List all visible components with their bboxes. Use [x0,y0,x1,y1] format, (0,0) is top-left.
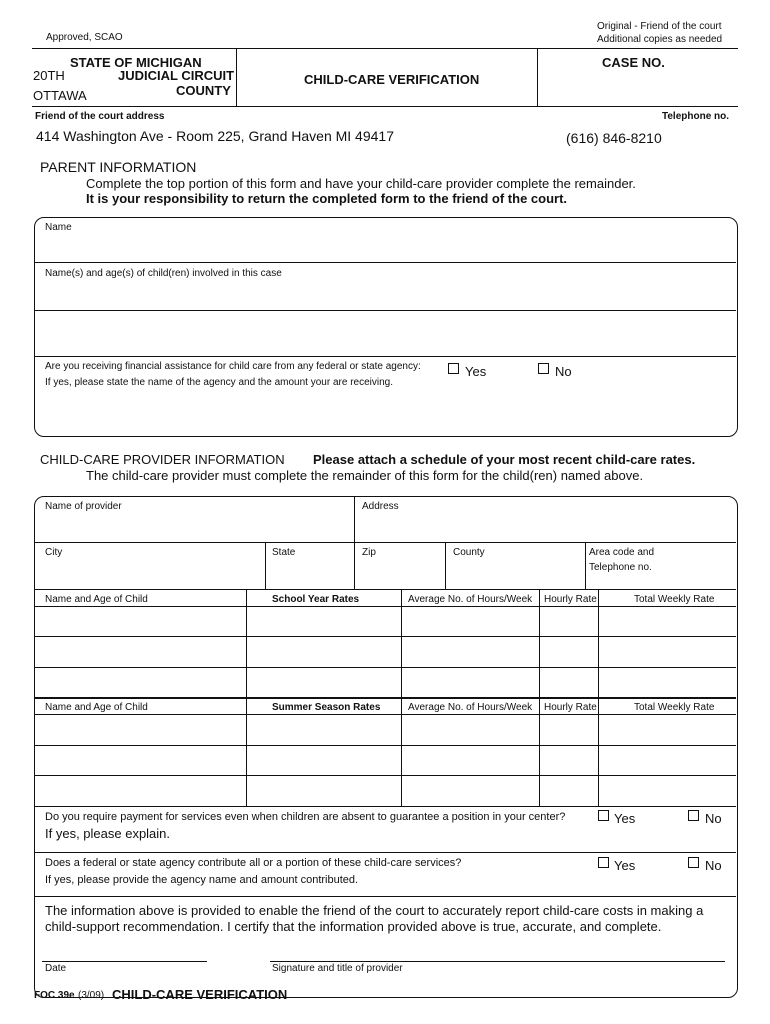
absence-explanation-field[interactable] [200,826,730,846]
school-rates-col-header: School Year Rates [272,594,360,605]
agency-yes-checkbox[interactable] [598,857,609,868]
provider-instruction: The child-care provider must complete the remainder of this form for the child(ren) named above. [86,468,644,483]
agency-contribution-question: Does a federal or state agency contribute all or a portion of these child-care services? [45,857,462,869]
rule [445,542,446,589]
summer-weekly-col-header: Total Weekly Rate [634,702,715,713]
circuit-label: JUDICIAL CIRCUIT [118,68,235,83]
court-address-label: Friend of the court address [35,111,165,122]
summer-hours-col-header: Average No. of Hours/Week [408,702,533,713]
parent-section-heading: PARENT INFORMATION [40,159,197,175]
footer-title: CHILD-CARE VERIFICATION [112,987,288,1002]
summer-rate-row[interactable] [40,717,730,742]
phone-label-2: Telephone no. [589,562,652,573]
rule [265,542,266,589]
signature-label: Signature and title of provider [272,963,403,974]
rule [35,852,736,853]
state-field[interactable] [270,560,350,586]
provider-address-field[interactable] [360,514,730,539]
absence-no-checkbox[interactable] [688,810,699,821]
absence-payment-question: Do you require payment for services even when children are absent to guarantee a position in your center? [45,811,566,823]
rule [35,589,736,590]
rule [354,542,355,589]
approval-note: Approved, SCAO [46,32,123,43]
summer-rates-col-header: Summer Season Rates [272,702,381,713]
children-label: Name(s) and age(s) of child(ren) involved in this case [45,268,282,279]
court-telephone: (616) 846-8210 [566,130,662,146]
rule [35,356,736,357]
rule [35,697,736,699]
rule [35,667,736,668]
provider-name-label: Name of provider [45,501,122,512]
provider-section-heading: CHILD-CARE PROVIDER INFORMATION [40,452,285,467]
city-label: City [45,547,63,558]
date-line [42,961,207,962]
school-rate-row[interactable] [40,670,730,695]
assistance-no-label: No [555,364,572,379]
parent-instruction: Complete the top portion of this form and have your child-care provider complete the remainder. [86,176,636,191]
parent-name-field[interactable] [40,236,730,260]
header-top-rule [32,48,738,49]
summer-rate-row[interactable] [40,748,730,773]
agency-no-label: No [705,858,722,873]
rule [35,806,736,807]
rule [35,262,736,263]
rule [35,714,736,715]
summer-child-col-header: Name and Age of Child [45,702,148,713]
form-revision: (3/09) [78,990,105,1001]
distribution-note-2: Additional copies as needed [597,34,723,45]
school-child-col-header: Name and Age of Child [45,594,148,605]
rule [585,542,586,589]
county-field[interactable] [450,560,580,586]
absence-no-label: No [705,811,722,826]
agency-details-field[interactable] [360,872,730,890]
agency-yes-label: Yes [614,858,636,873]
provider-name-field[interactable] [40,514,350,539]
county-label: COUNTY [176,83,231,98]
absence-yes-checkbox[interactable] [598,810,609,821]
date-field[interactable] [42,942,207,960]
form-title: CHILD-CARE VERIFICATION [304,72,480,87]
rule [35,745,736,746]
certification-text-1: The information above is provided to enable the friend of the court to accurately report child-care costs in making a [45,903,704,918]
case-no-field[interactable] [545,72,730,102]
absence-yes-label: Yes [614,811,636,826]
signature-line [270,961,725,962]
header-bottom-rule [32,106,738,107]
rule [35,636,736,637]
school-hours-col-header: Average No. of Hours/Week [408,594,533,605]
parent-responsibility-note: It is your responsibility to return the completed form to the friend of the court. [86,191,568,206]
distribution-note-1: Original - Friend of the court [597,21,722,32]
school-weekly-col-header: Total Weekly Rate [634,594,715,605]
state-label-field: State [272,547,296,558]
children-field-2[interactable] [40,313,730,353]
rule [35,606,736,607]
header-divider-1 [236,48,237,106]
telephone-label: Telephone no. [662,111,730,122]
certification-text-2: child-support recommendation. I certify that the information provided above is true, accurate, and complete. [45,919,662,934]
assistance-no-checkbox[interactable] [538,363,549,374]
county-name: OTTAWA [33,88,87,103]
zip-label: Zip [362,547,376,558]
school-rate-row[interactable] [40,639,730,664]
rule [35,775,736,776]
phone-field[interactable] [660,560,730,586]
rule [354,497,355,542]
absence-followup: If yes, please explain. [45,826,171,841]
assistance-yes-checkbox[interactable] [448,363,459,374]
county-field-label: County [453,547,485,558]
school-rate-row[interactable] [40,609,730,634]
form-number: FOC 39e [34,990,75,1001]
circuit-number: 20TH [33,68,65,83]
rule [35,896,736,897]
assistance-followup: If yes, please state the name of the agency and the amount your are receiving. [45,377,393,388]
zip-field[interactable] [360,560,440,586]
children-field-1[interactable] [40,282,730,308]
header-divider-2 [537,48,538,106]
parent-name-label: Name [45,222,72,233]
phone-label-1: Area code and [589,547,655,558]
rule [35,542,736,543]
provider-address-label: Address [362,501,399,512]
signature-field[interactable] [270,942,725,960]
state-label: STATE OF MICHIGAN [70,55,202,70]
rule [35,310,736,311]
assistance-question: Are you receiving financial assistance for child care from any federal or state agency: [45,361,421,372]
date-label: Date [45,963,67,974]
summer-hourly-col-header: Hourly Rate [544,702,597,713]
assistance-yes-label: Yes [465,364,487,379]
agency-no-checkbox[interactable] [688,857,699,868]
attach-rates-note: Please attach a schedule of your most recent child-care rates. [313,452,696,467]
case-no-label: CASE NO. [602,55,665,70]
agency-followup: If yes, please provide the agency name and amount contributed. [45,874,359,886]
assistance-details-field[interactable] [40,392,730,430]
court-address: 414 Washington Ave - Room 225, Grand Haven MI 49417 [36,128,394,144]
school-hourly-col-header: Hourly Rate [544,594,597,605]
city-field[interactable] [40,560,260,586]
summer-rate-row[interactable] [40,778,730,803]
